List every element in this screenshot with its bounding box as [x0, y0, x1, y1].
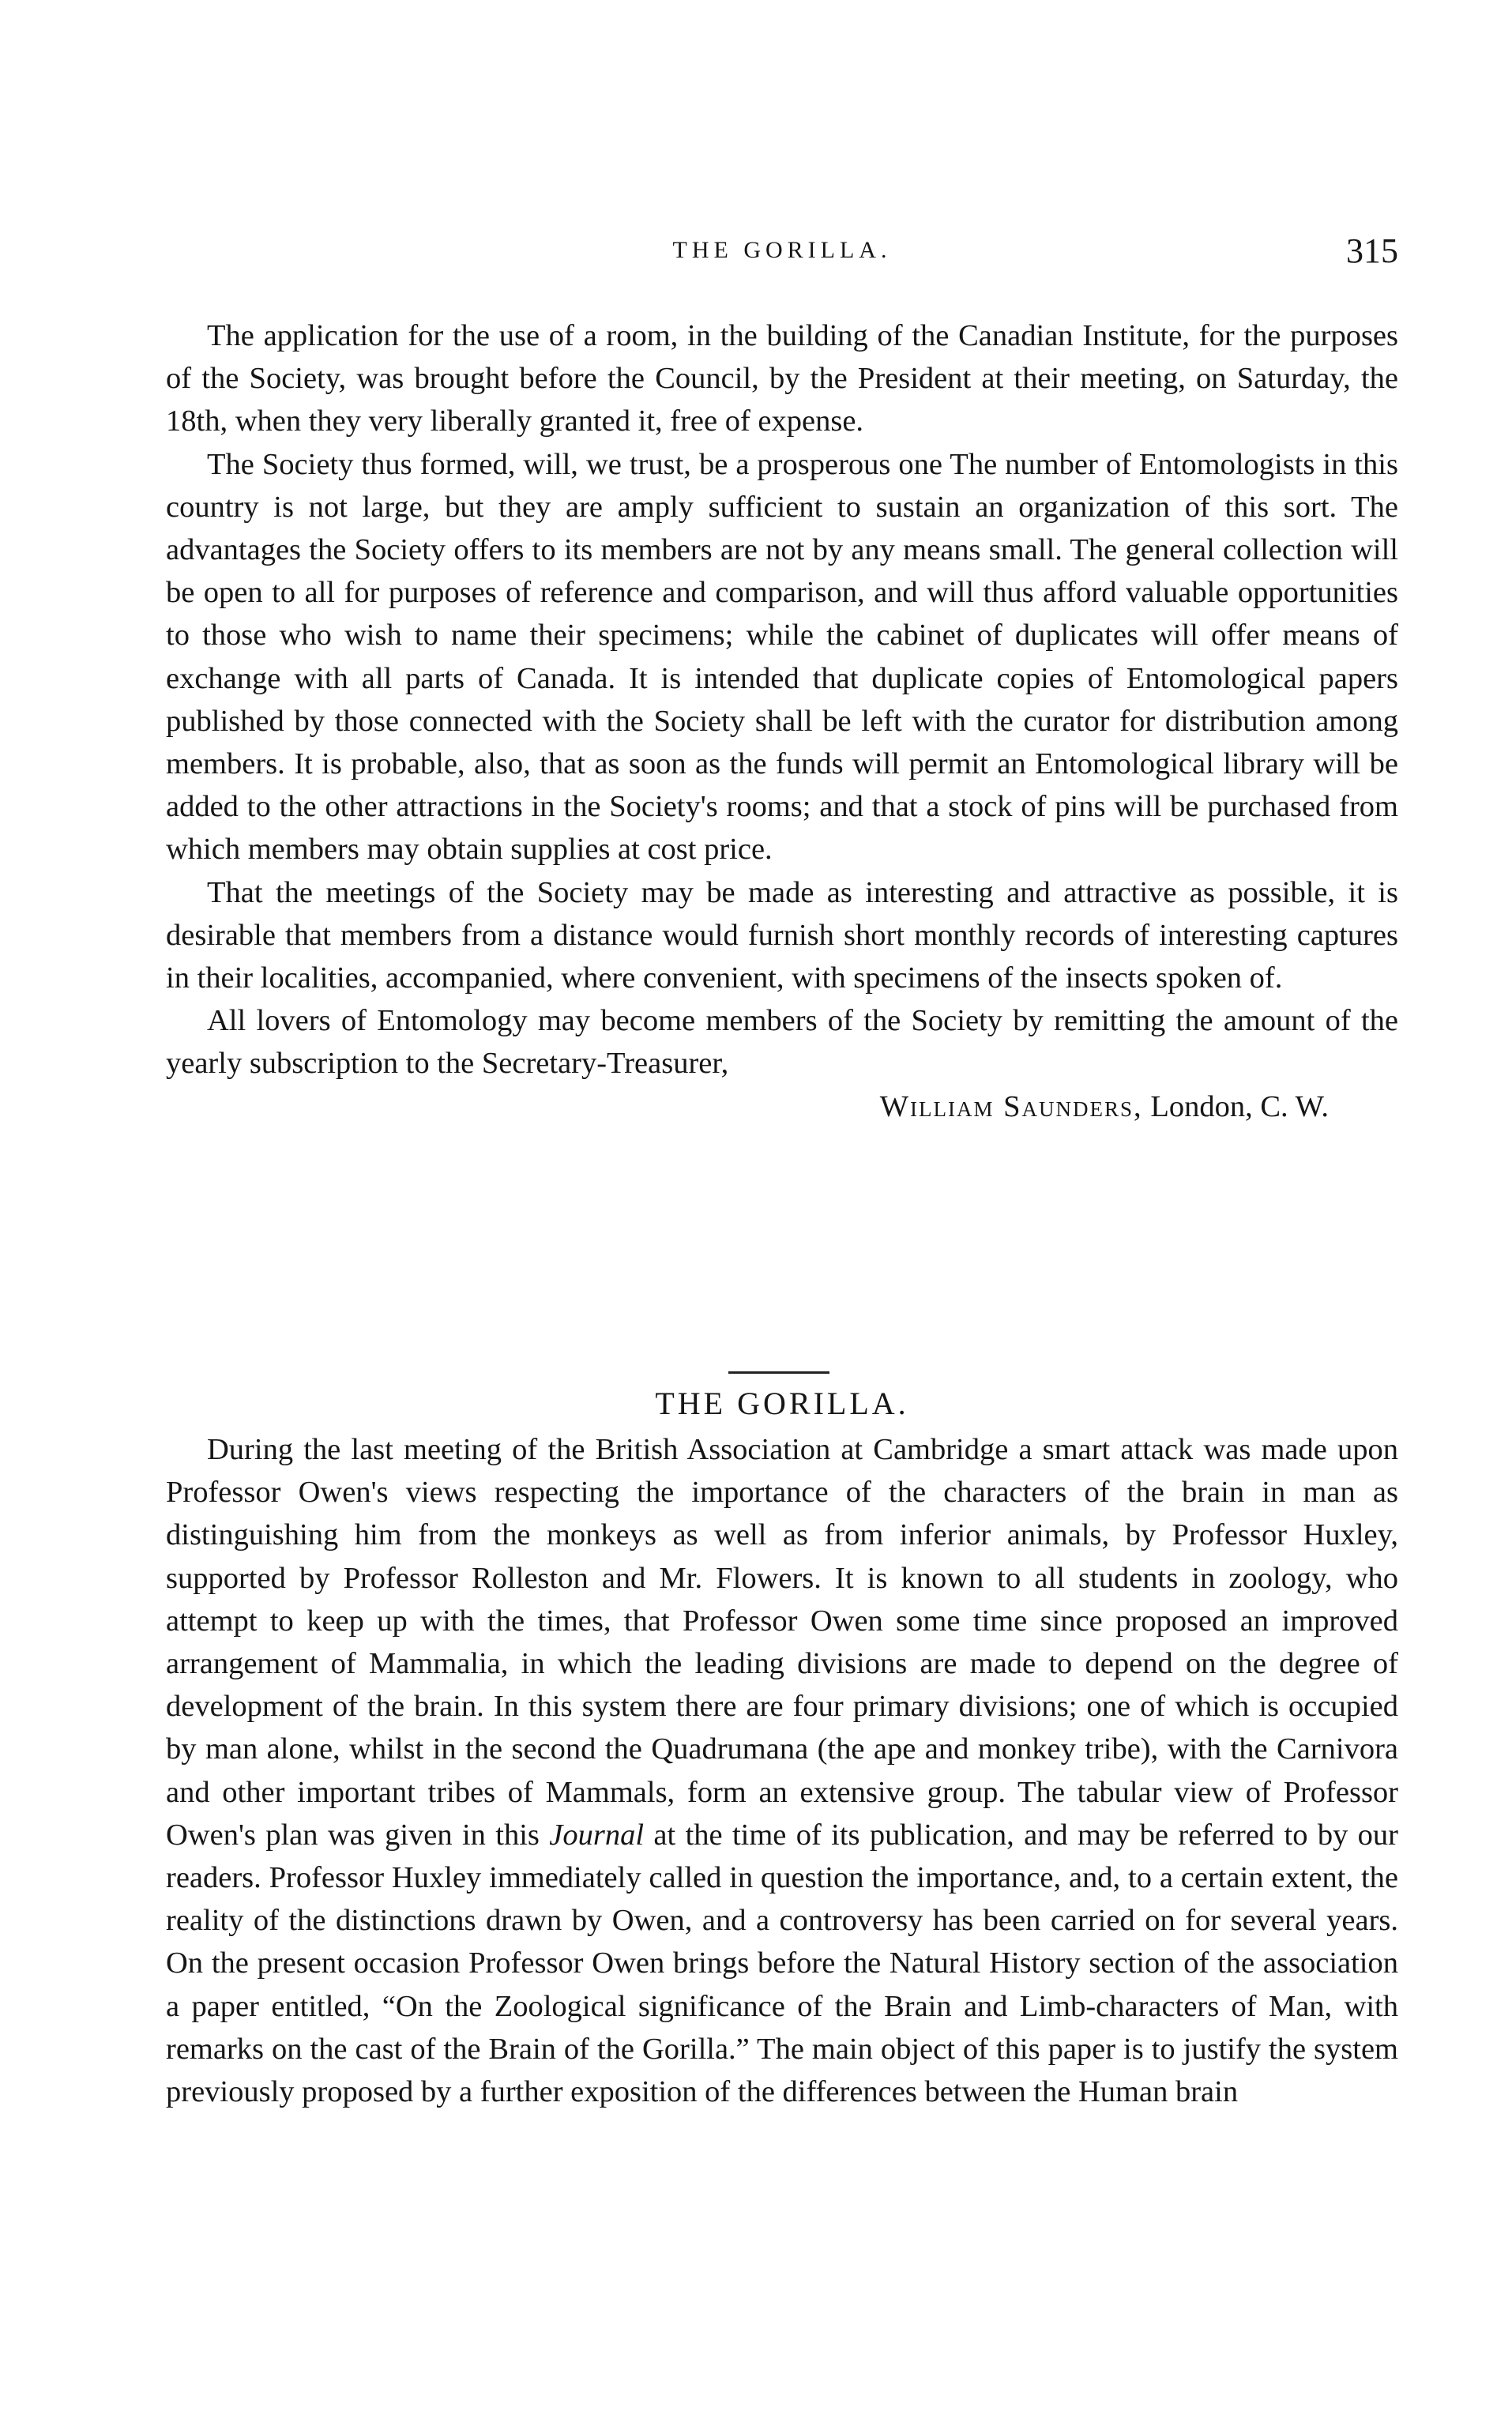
signature-place: London, C. W.	[1150, 1089, 1329, 1123]
paragraph-society-formed: The Society thus formed, will, we trust, be a prosperous one The number of Entomologists in this country is not large, but they are amply sufficient to sustain an organization of this sort. The advantages the Society offers to its members are not by any means small. The general collection will be open to all for purposes of reference and comparison, and will thus afford valuable opportunities to those who wish to name their specimens; while the cabinet of duplicates will offer means of exchange with all parts of Canada. It is intended that duplicate copies of Entomological papers published by those connected with the Society shall be left with the curator for distribution among members. It is probable, also, that as soon as the funds will permit an Entomological library will be added to the other attractions in the Society's rooms; and that a stock of pins will be purchased from which members may obtain supplies at cost price.	[166, 447, 1398, 867]
signature-name: William Saunders,	[879, 1089, 1143, 1123]
paragraph-room-application: The application for the use of a room, in the building of the Canadian Institute, for the purposes of the Society, was brought before the Council, by the President at their meeting, on Saturday, the 18th, when they very liberally granted it, free of expense.	[166, 319, 1398, 438]
page-number: 315	[1346, 231, 1398, 270]
paragraph-gorilla-part-2: at the time of its publication, and may be referred to by our readers. Professor Huxley immediately called in question the importance, and, to a certain extent, the reality of the distinctions drawn by Owen, and a controversy has been carried on for several years. On the present occasion Professor Owen brings before the Natural History section of the association a paper entitled, “On the Zoological significance of the Brain and Limb-characters of Man, with remarks on the cast of the Brain of the Gorilla.” The main object of this paper is to justify the system previously proposed by a further exposition of the differences between the Human brain	[166, 1818, 1399, 2109]
society-section	[166, 314, 1398, 1128]
paragraph-gorilla	[166, 1428, 1398, 2113]
signature	[166, 1085, 1398, 1128]
paragraph-meetings: That the meetings of the Society may be made as interesting and attractive as possible, it is desirable that members from a distance would furnish short monthly records of interesting captures in their localities, accompanied, where convenient, with specimens of the insects spoken of.	[166, 875, 1398, 995]
section-heading: THE GORILLA.	[655, 1386, 909, 1421]
running-head	[166, 231, 1398, 278]
journal-italic: Journal	[549, 1818, 645, 1852]
paragraph-membership: All lovers of Entomology may become members of the Society by remitting the amount of the yearly subscription to the Secretary-Treasurer,	[166, 1004, 1398, 1081]
section-divider	[728, 1371, 829, 1374]
paragraph-gorilla-part-1: During the last meeting of the British Association at Cambridge a smart attack was made upon Professor Owen's views respecting the importance of the characters of the brain in man as distinguishing him from the monkeys as well as from inferior animals, by Professor Huxley, supported by Professor Rolleston and Mr. Flowers. It is known to all students in zoology, who attempt to keep up with the times, that Professor Owen some time since proposed an improved arrangement of Mammalia, in which the leading divisions are made to depend on the degree of development of the brain. In this system there are four primary divisions; one of which is occupied by man alone, whilst in the second the Quadrumana (the ape and monkey tribe), with the Carnivora and other important tribes of Mammals, form an extensive group. The tabular view of Professor Owen's plan was given in this	[166, 1433, 1398, 1852]
gorilla-section	[166, 1428, 1398, 2113]
running-title: THE GORILLA.	[672, 237, 892, 263]
